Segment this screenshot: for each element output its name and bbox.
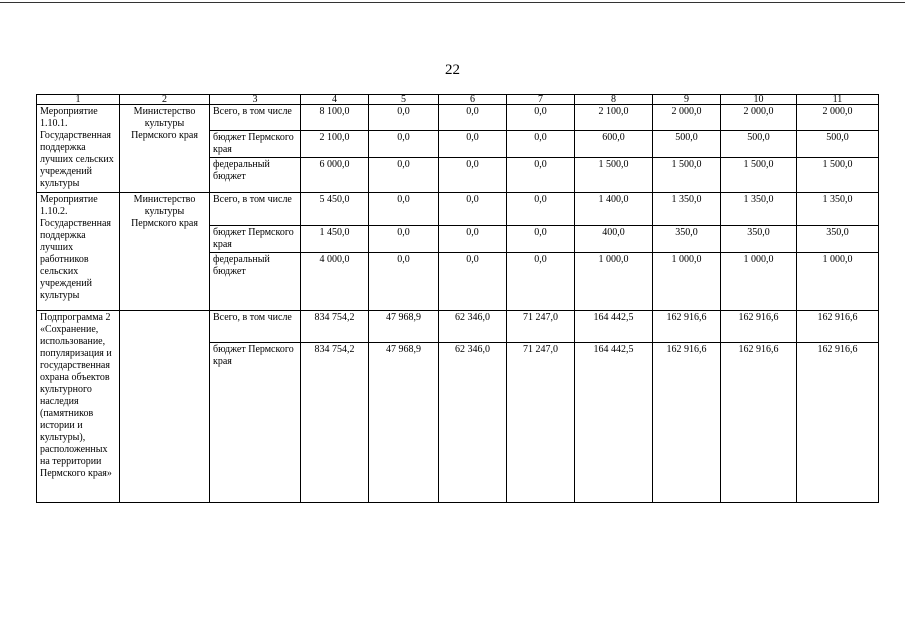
- value-cell: 834 754,2: [301, 311, 369, 343]
- value-cell: 0,0: [439, 158, 507, 193]
- responsible-org: Министерство культуры Пермского края: [120, 193, 210, 311]
- column-header: 7: [507, 95, 575, 105]
- value-cell: 0,0: [439, 226, 507, 253]
- value-cell: 0,0: [369, 105, 439, 131]
- value-cell: 5 450,0: [301, 193, 369, 226]
- value-cell: 162 916,6: [721, 311, 797, 343]
- column-header: 8: [575, 95, 653, 105]
- page-top-edge: [0, 2, 905, 3]
- value-cell: 0,0: [369, 158, 439, 193]
- value-cell: 1 000,0: [653, 253, 721, 311]
- column-header: 9: [653, 95, 721, 105]
- value-cell: 162 916,6: [653, 311, 721, 343]
- activity-name: Мероприятие 1.10.1. Государственная поддержка лучших сельских учреждений культуры: [37, 105, 120, 193]
- value-cell: 0,0: [369, 193, 439, 226]
- table-row: [37, 193, 879, 226]
- value-cell: 162 916,6: [797, 311, 879, 343]
- value-cell: 1 000,0: [721, 253, 797, 311]
- value-cell: 0,0: [439, 105, 507, 131]
- value-cell: 500,0: [653, 131, 721, 158]
- value-cell: 0,0: [369, 226, 439, 253]
- budget-table: [36, 94, 879, 503]
- column-header: 4: [301, 95, 369, 105]
- value-cell: 834 754,2: [301, 343, 369, 503]
- value-cell: 71 247,0: [507, 311, 575, 343]
- responsible-org: [120, 311, 210, 503]
- value-cell: 1 350,0: [721, 193, 797, 226]
- value-cell: 0,0: [507, 226, 575, 253]
- column-header: 6: [439, 95, 507, 105]
- value-cell: 0,0: [439, 131, 507, 158]
- funding-source: Всего, в том числе: [210, 193, 301, 226]
- value-cell: 4 000,0: [301, 253, 369, 311]
- value-cell: 0,0: [369, 253, 439, 311]
- value-cell: 0,0: [507, 193, 575, 226]
- value-cell: 2 100,0: [575, 105, 653, 131]
- funding-source: бюджет Пермского края: [210, 343, 301, 503]
- value-cell: 1 350,0: [797, 193, 879, 226]
- value-cell: 0,0: [439, 253, 507, 311]
- value-cell: 1 500,0: [721, 158, 797, 193]
- value-cell: 1 500,0: [797, 158, 879, 193]
- column-header: 5: [369, 95, 439, 105]
- value-cell: 164 442,5: [575, 311, 653, 343]
- funding-source: Всего, в том числе: [210, 311, 301, 343]
- value-cell: 162 916,6: [721, 343, 797, 503]
- value-cell: 0,0: [507, 131, 575, 158]
- funding-source: Всего, в том числе: [210, 105, 301, 131]
- page-number: 22: [445, 62, 460, 78]
- value-cell: 8 100,0: [301, 105, 369, 131]
- value-cell: 6 000,0: [301, 158, 369, 193]
- column-header: 2: [120, 95, 210, 105]
- value-cell: 2 000,0: [721, 105, 797, 131]
- value-cell: 500,0: [721, 131, 797, 158]
- value-cell: 1 000,0: [797, 253, 879, 311]
- value-cell: 350,0: [653, 226, 721, 253]
- value-cell: 0,0: [507, 158, 575, 193]
- funding-source: федеральный бюджет: [210, 158, 301, 193]
- value-cell: 0,0: [507, 105, 575, 131]
- value-cell: 400,0: [575, 226, 653, 253]
- value-cell: 162 916,6: [653, 343, 721, 503]
- value-cell: 162 916,6: [797, 343, 879, 503]
- value-cell: 1 000,0: [575, 253, 653, 311]
- value-cell: 62 346,0: [439, 311, 507, 343]
- value-cell: 350,0: [721, 226, 797, 253]
- funding-source: бюджет Пермского края: [210, 131, 301, 158]
- value-cell: 47 968,9: [369, 311, 439, 343]
- column-header: 1: [37, 95, 120, 105]
- value-cell: 1 500,0: [575, 158, 653, 193]
- column-header: 11: [797, 95, 879, 105]
- value-cell: 0,0: [439, 193, 507, 226]
- value-cell: 2 000,0: [653, 105, 721, 131]
- table-row: [37, 105, 879, 131]
- value-cell: 0,0: [369, 131, 439, 158]
- value-cell: 1 450,0: [301, 226, 369, 253]
- funding-source: федеральный бюджет: [210, 253, 301, 311]
- value-cell: 71 247,0: [507, 343, 575, 503]
- subprogram-name: Подпрограмма 2 «Сохранение, использование, популяризация и государственная охрана объектов культурного наследия (памятников истории и культуры), расположенных на территории Пермского края»: [37, 311, 120, 503]
- responsible-org: Министерство культуры Пермского края: [120, 105, 210, 193]
- value-cell: 350,0: [797, 226, 879, 253]
- value-cell: 1 350,0: [653, 193, 721, 226]
- column-header: 3: [210, 95, 301, 105]
- value-cell: 1 400,0: [575, 193, 653, 226]
- value-cell: 47 968,9: [369, 343, 439, 503]
- column-header: 10: [721, 95, 797, 105]
- value-cell: 2 100,0: [301, 131, 369, 158]
- value-cell: 2 000,0: [797, 105, 879, 131]
- value-cell: 0,0: [507, 253, 575, 311]
- value-cell: 1 500,0: [653, 158, 721, 193]
- value-cell: 62 346,0: [439, 343, 507, 503]
- value-cell: 164 442,5: [575, 343, 653, 503]
- activity-name: Мероприятие 1.10.2. Государственная поддержка лучших работников сельских учреждений культуры: [37, 193, 120, 311]
- table-row: [37, 311, 879, 343]
- value-cell: 600,0: [575, 131, 653, 158]
- funding-source: бюджет Пермского края: [210, 226, 301, 253]
- value-cell: 500,0: [797, 131, 879, 158]
- table-header-row: [37, 95, 879, 105]
